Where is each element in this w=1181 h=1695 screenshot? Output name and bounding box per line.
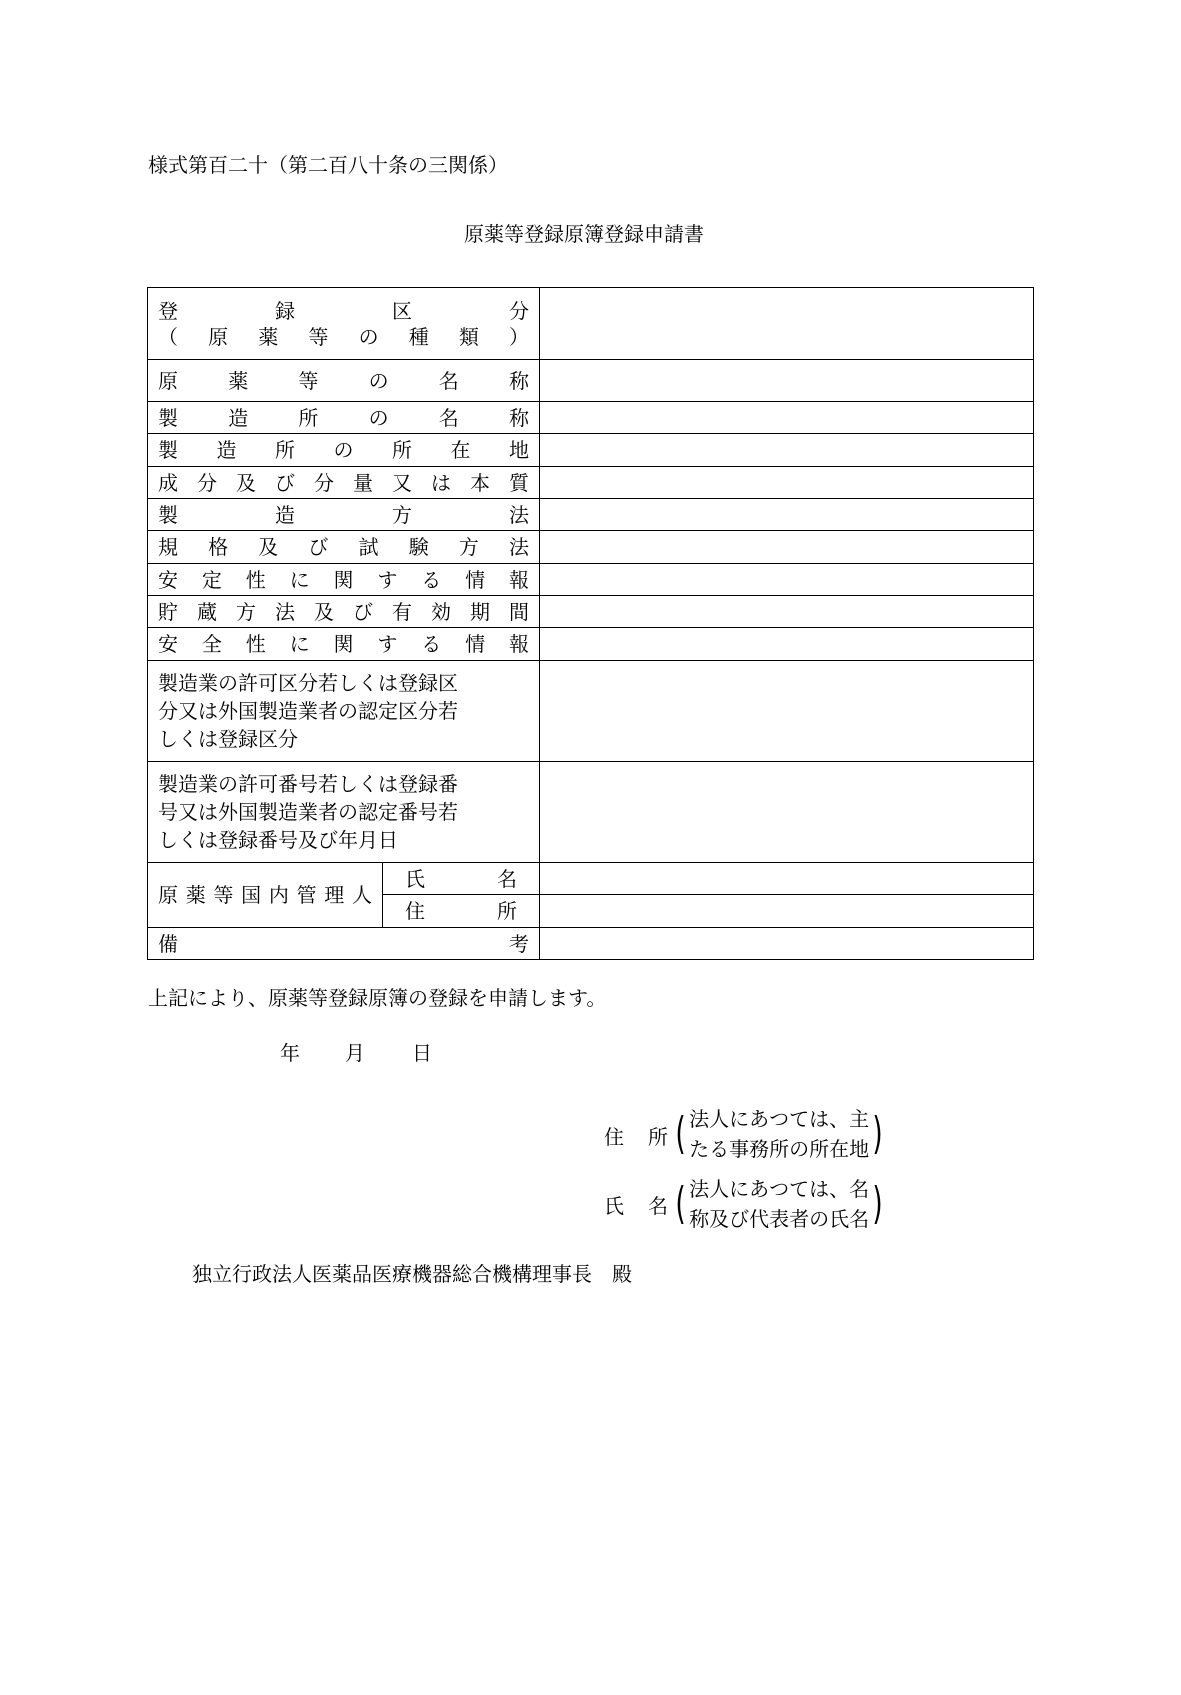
table-row bbox=[148, 434, 1034, 467]
license-number-line: 製造業の許可番号若しくは登録番 bbox=[158, 772, 458, 796]
manager-address-label: 住所 bbox=[405, 899, 517, 923]
value-cell[interactable] bbox=[540, 762, 1034, 863]
page-title: 原薬等登録原簿登録申請書 bbox=[464, 222, 704, 246]
value-cell[interactable] bbox=[540, 531, 1034, 564]
date-year: 年 bbox=[280, 1041, 300, 1065]
license-number-line: 号又は外国製造業者の認定番号若 bbox=[158, 800, 458, 824]
left-paren: ( bbox=[675, 1178, 686, 1229]
table-row bbox=[148, 863, 1034, 895]
value-cell[interactable] bbox=[540, 596, 1034, 628]
table-row bbox=[148, 288, 1034, 360]
row-label: 原薬等の名称 bbox=[158, 368, 529, 393]
license-category-line: しくは登録区分 bbox=[158, 727, 298, 751]
license-category-line: 分又は外国製造業者の認定区分若 bbox=[158, 699, 458, 723]
row-label: 貯蔵方法及び有効期間 bbox=[158, 599, 529, 624]
row-label: 製造所の名称 bbox=[158, 405, 529, 430]
right-paren: ) bbox=[872, 1178, 883, 1229]
manager-name-label: 氏名 bbox=[405, 866, 517, 891]
application-table bbox=[147, 287, 1034, 960]
row-sublabel: （原薬等の種類） bbox=[158, 324, 529, 349]
value-cell[interactable] bbox=[540, 564, 1034, 596]
note-line: 法人にあつては、名 bbox=[689, 1177, 870, 1201]
row-label: 安定性に関する情報 bbox=[158, 567, 529, 592]
note-line: 法人にあつては、主 bbox=[689, 1107, 870, 1131]
license-category-line: 製造業の許可区分若しくは登録区 bbox=[158, 671, 458, 695]
value-cell[interactable] bbox=[540, 499, 1034, 531]
remarks-cell[interactable] bbox=[540, 928, 1034, 960]
manager-label: 原薬等国内管理人 bbox=[158, 883, 372, 907]
left-paren: ( bbox=[675, 1108, 686, 1159]
value-cell[interactable] bbox=[540, 360, 1034, 402]
note-line: 称及び代表者の氏名 bbox=[689, 1207, 870, 1231]
value-cell[interactable] bbox=[540, 628, 1034, 661]
table-row bbox=[148, 467, 1034, 499]
row-label: 登録区分 bbox=[158, 298, 529, 323]
applicant-address-note bbox=[672, 1104, 886, 1164]
date-month: 月 bbox=[345, 1041, 365, 1065]
statement: 上記により、原薬等登録原簿の登録を申請します。 bbox=[148, 986, 607, 1010]
row-label: 規格及び試験方法 bbox=[158, 535, 529, 559]
row-label: 製造所の所在地 bbox=[158, 438, 529, 462]
note-line: たる事務所の所在地 bbox=[689, 1137, 870, 1161]
license-number-line: しくは登録番号及び年月日 bbox=[158, 828, 398, 852]
value-cell[interactable] bbox=[540, 467, 1034, 499]
applicant-name-label: 氏名 bbox=[604, 1194, 668, 1218]
date-day: 日 bbox=[412, 1041, 432, 1065]
addressee: 独立行政法人医薬品医療機器総合機構理事長 殿 bbox=[192, 1262, 632, 1286]
table-row bbox=[148, 628, 1034, 661]
table-row bbox=[148, 928, 1034, 960]
value-cell[interactable] bbox=[540, 661, 1034, 762]
form-number: 様式第百二十（第二百八十条の三関係） bbox=[148, 153, 508, 177]
row-label: 成分及び分量又は本質 bbox=[158, 470, 529, 495]
table-row bbox=[148, 596, 1034, 628]
value-cell[interactable] bbox=[540, 288, 1034, 360]
table-row bbox=[148, 564, 1034, 596]
value-cell[interactable] bbox=[540, 402, 1034, 434]
table-row bbox=[148, 762, 1034, 863]
table-row bbox=[148, 531, 1034, 564]
applicant-name-note bbox=[672, 1174, 886, 1234]
right-paren: ) bbox=[872, 1108, 883, 1159]
manager-name-cell[interactable] bbox=[540, 863, 1034, 895]
table-row bbox=[148, 360, 1034, 402]
table-row bbox=[148, 402, 1034, 434]
table-row bbox=[148, 661, 1034, 762]
manager-address-cell[interactable] bbox=[540, 895, 1034, 928]
table-row bbox=[148, 499, 1034, 531]
applicant-address-label: 住所 bbox=[604, 1125, 668, 1149]
row-label: 製造方法 bbox=[158, 502, 529, 527]
remarks-label: 備考 bbox=[158, 931, 529, 956]
value-cell[interactable] bbox=[540, 434, 1034, 467]
row-label: 安全性に関する情報 bbox=[158, 632, 529, 656]
